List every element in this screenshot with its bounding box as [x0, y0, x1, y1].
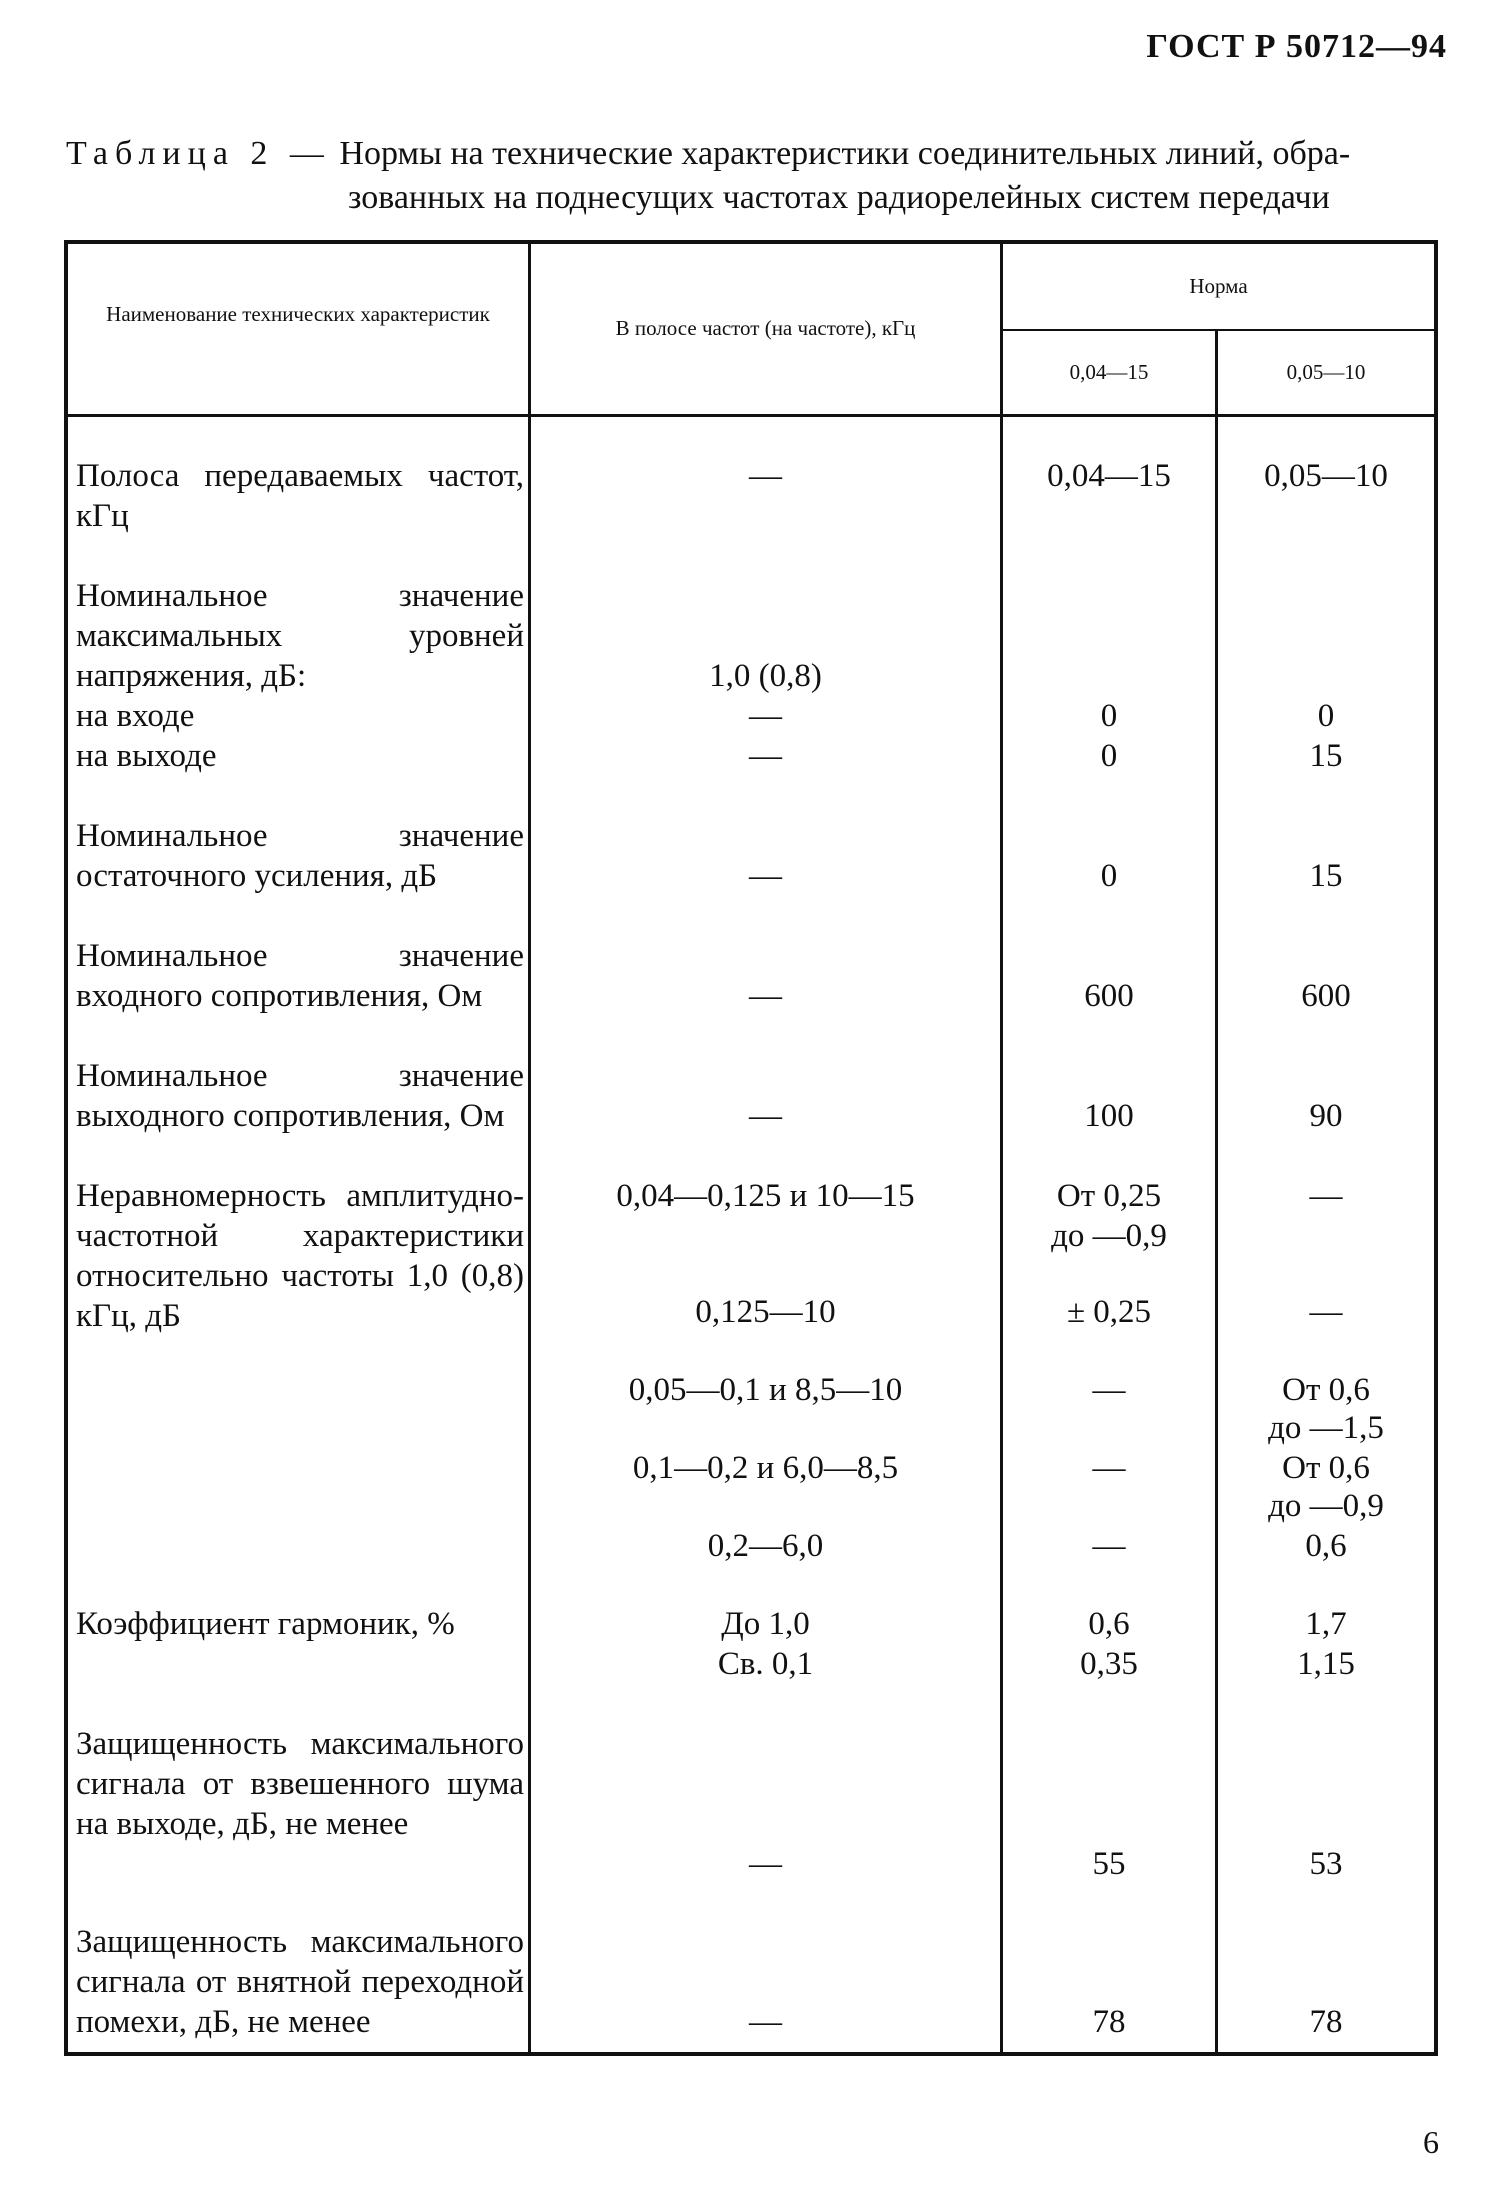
caption-line-2: зованных на поднесущих частотах радиорелейных систем передачи [348, 179, 1330, 216]
norm-b-value: 1,7 [1305, 1606, 1347, 1642]
row-name: Номинальное значение входного сопротивления, Ом [76, 938, 524, 1014]
norm-a-value: 0 [1100, 858, 1118, 894]
table-caption [66, 132, 1446, 220]
band-value: — [749, 2004, 782, 2040]
norm-a-value: 600 [1084, 978, 1134, 1014]
row-name: Коэффициент гармоник, % [76, 1606, 455, 1642]
norm-b-value: 600 [1301, 978, 1351, 1014]
norm-a-value: 78 [1092, 2004, 1126, 2040]
header-band-column: В полосе частот (на частоте), кГц [615, 316, 916, 340]
norm-a-value: 0,04—15 [1047, 458, 1171, 494]
norm-a-value: — [1092, 1372, 1126, 1408]
norm-a-value: 0 [1100, 698, 1118, 734]
norm-b-value: 90 [1309, 1098, 1343, 1134]
norm-a-value: 0,6 [1088, 1606, 1130, 1642]
header-norm-a: 0,04—15 [1069, 360, 1149, 384]
norm-b-value: 0,6 [1305, 1528, 1347, 1564]
band-value: 0,2—6,0 [707, 1528, 824, 1564]
norm-a-value: до —0,9 [1051, 1218, 1167, 1254]
band-value: — [749, 978, 782, 1014]
band-value: — [749, 1098, 782, 1134]
document-id: ГОСТ Р 50712—94 [1146, 28, 1447, 65]
row-name: Номинальное значение остаточного усиления, дБ [76, 818, 524, 894]
row-name: Номинальное значение максимальных уровней напряжения, дБ: [76, 578, 524, 694]
table-border-left [64, 240, 68, 2056]
row-name: Защищенность максимального сигнала от внятной переходной помехи, дБ, не менее [76, 1924, 524, 2040]
norm-a-value: 100 [1084, 1098, 1134, 1134]
band-value: — [749, 458, 782, 494]
norm-b-value: От 0,6 [1282, 1372, 1370, 1408]
norm-b-value: до —0,9 [1268, 1488, 1384, 1524]
norm-b-value: 0 [1317, 698, 1335, 734]
norm-a-value: — [1092, 1450, 1126, 1486]
row-subitem: на входе [76, 698, 195, 734]
norm-b-value: — [1309, 1294, 1343, 1330]
table-border-right [1434, 240, 1438, 2056]
norm-a-value: 0 [1100, 738, 1118, 774]
band-value: 0,04—0,125 и 10—15 [616, 1178, 915, 1214]
caption-prefix: Таблица 2 — [66, 135, 331, 172]
band-value: До 1,0 [721, 1606, 810, 1642]
norm-b-value: От 0,6 [1282, 1450, 1370, 1486]
norm-b-value: 0,05—10 [1264, 458, 1388, 494]
page-number: 6 [1423, 2124, 1439, 2160]
column-divider-1 [528, 240, 531, 2056]
header-norm-divider [1000, 329, 1438, 331]
band-value: 0,05—0,1 и 8,5—10 [628, 1372, 903, 1408]
band-value: — [749, 698, 782, 734]
header-norm-b: 0,05—10 [1286, 360, 1366, 384]
norm-b-value: 1,15 [1297, 1646, 1355, 1682]
row-subitem: на выходе [76, 738, 217, 774]
row-name: Защищенность максимального сигнала от взвешенного шума на выходе, дБ, не менее [76, 1726, 524, 1842]
norm-a-value: 0,35 [1080, 1646, 1138, 1682]
band-value: — [749, 858, 782, 894]
norm-a-value: От 0,25 [1056, 1178, 1162, 1214]
header-bottom-border [64, 414, 1438, 417]
norm-b-value: 15 [1309, 738, 1343, 774]
norm-b-value: 78 [1309, 2004, 1343, 2040]
norm-b-value: до —1,5 [1268, 1410, 1384, 1446]
header-name-column: Наименование технических характеристик [106, 302, 490, 326]
band-value: Св. 0,1 [717, 1646, 814, 1682]
band-value: 0,125—10 [695, 1294, 836, 1330]
caption-line-1: Нормы на технические характеристики соединительных линий, обра- [339, 135, 1351, 172]
table-border-top [64, 240, 1438, 244]
row-name: Неравномерность амплитудно-частотной характеристики относительно частоты 1,0 (0,8) кГц, дБ [76, 1178, 524, 1334]
table-border-bottom [64, 2052, 1438, 2056]
band-value: 1,0 (0,8) [709, 658, 822, 694]
norm-b-value: 15 [1309, 858, 1343, 894]
norm-a-value: ± 0,25 [1066, 1294, 1152, 1330]
band-value: 0,1—0,2 и 6,0—8,5 [632, 1450, 899, 1486]
norm-a-value: 55 [1092, 1846, 1126, 1882]
norms-table [64, 240, 1438, 2056]
band-value: — [749, 738, 782, 774]
column-divider-2 [1000, 240, 1003, 2056]
row-name: Номинальное значение выходного сопротивления, Ом [76, 1058, 524, 1134]
row-name: Полоса передаваемых частот, кГц [76, 458, 524, 534]
norm-b-value: 53 [1309, 1846, 1343, 1882]
norm-a-value: — [1092, 1528, 1126, 1564]
norm-b-value: — [1309, 1178, 1343, 1214]
header-norm-column: Норма [1189, 274, 1248, 298]
band-value: — [749, 1846, 782, 1882]
